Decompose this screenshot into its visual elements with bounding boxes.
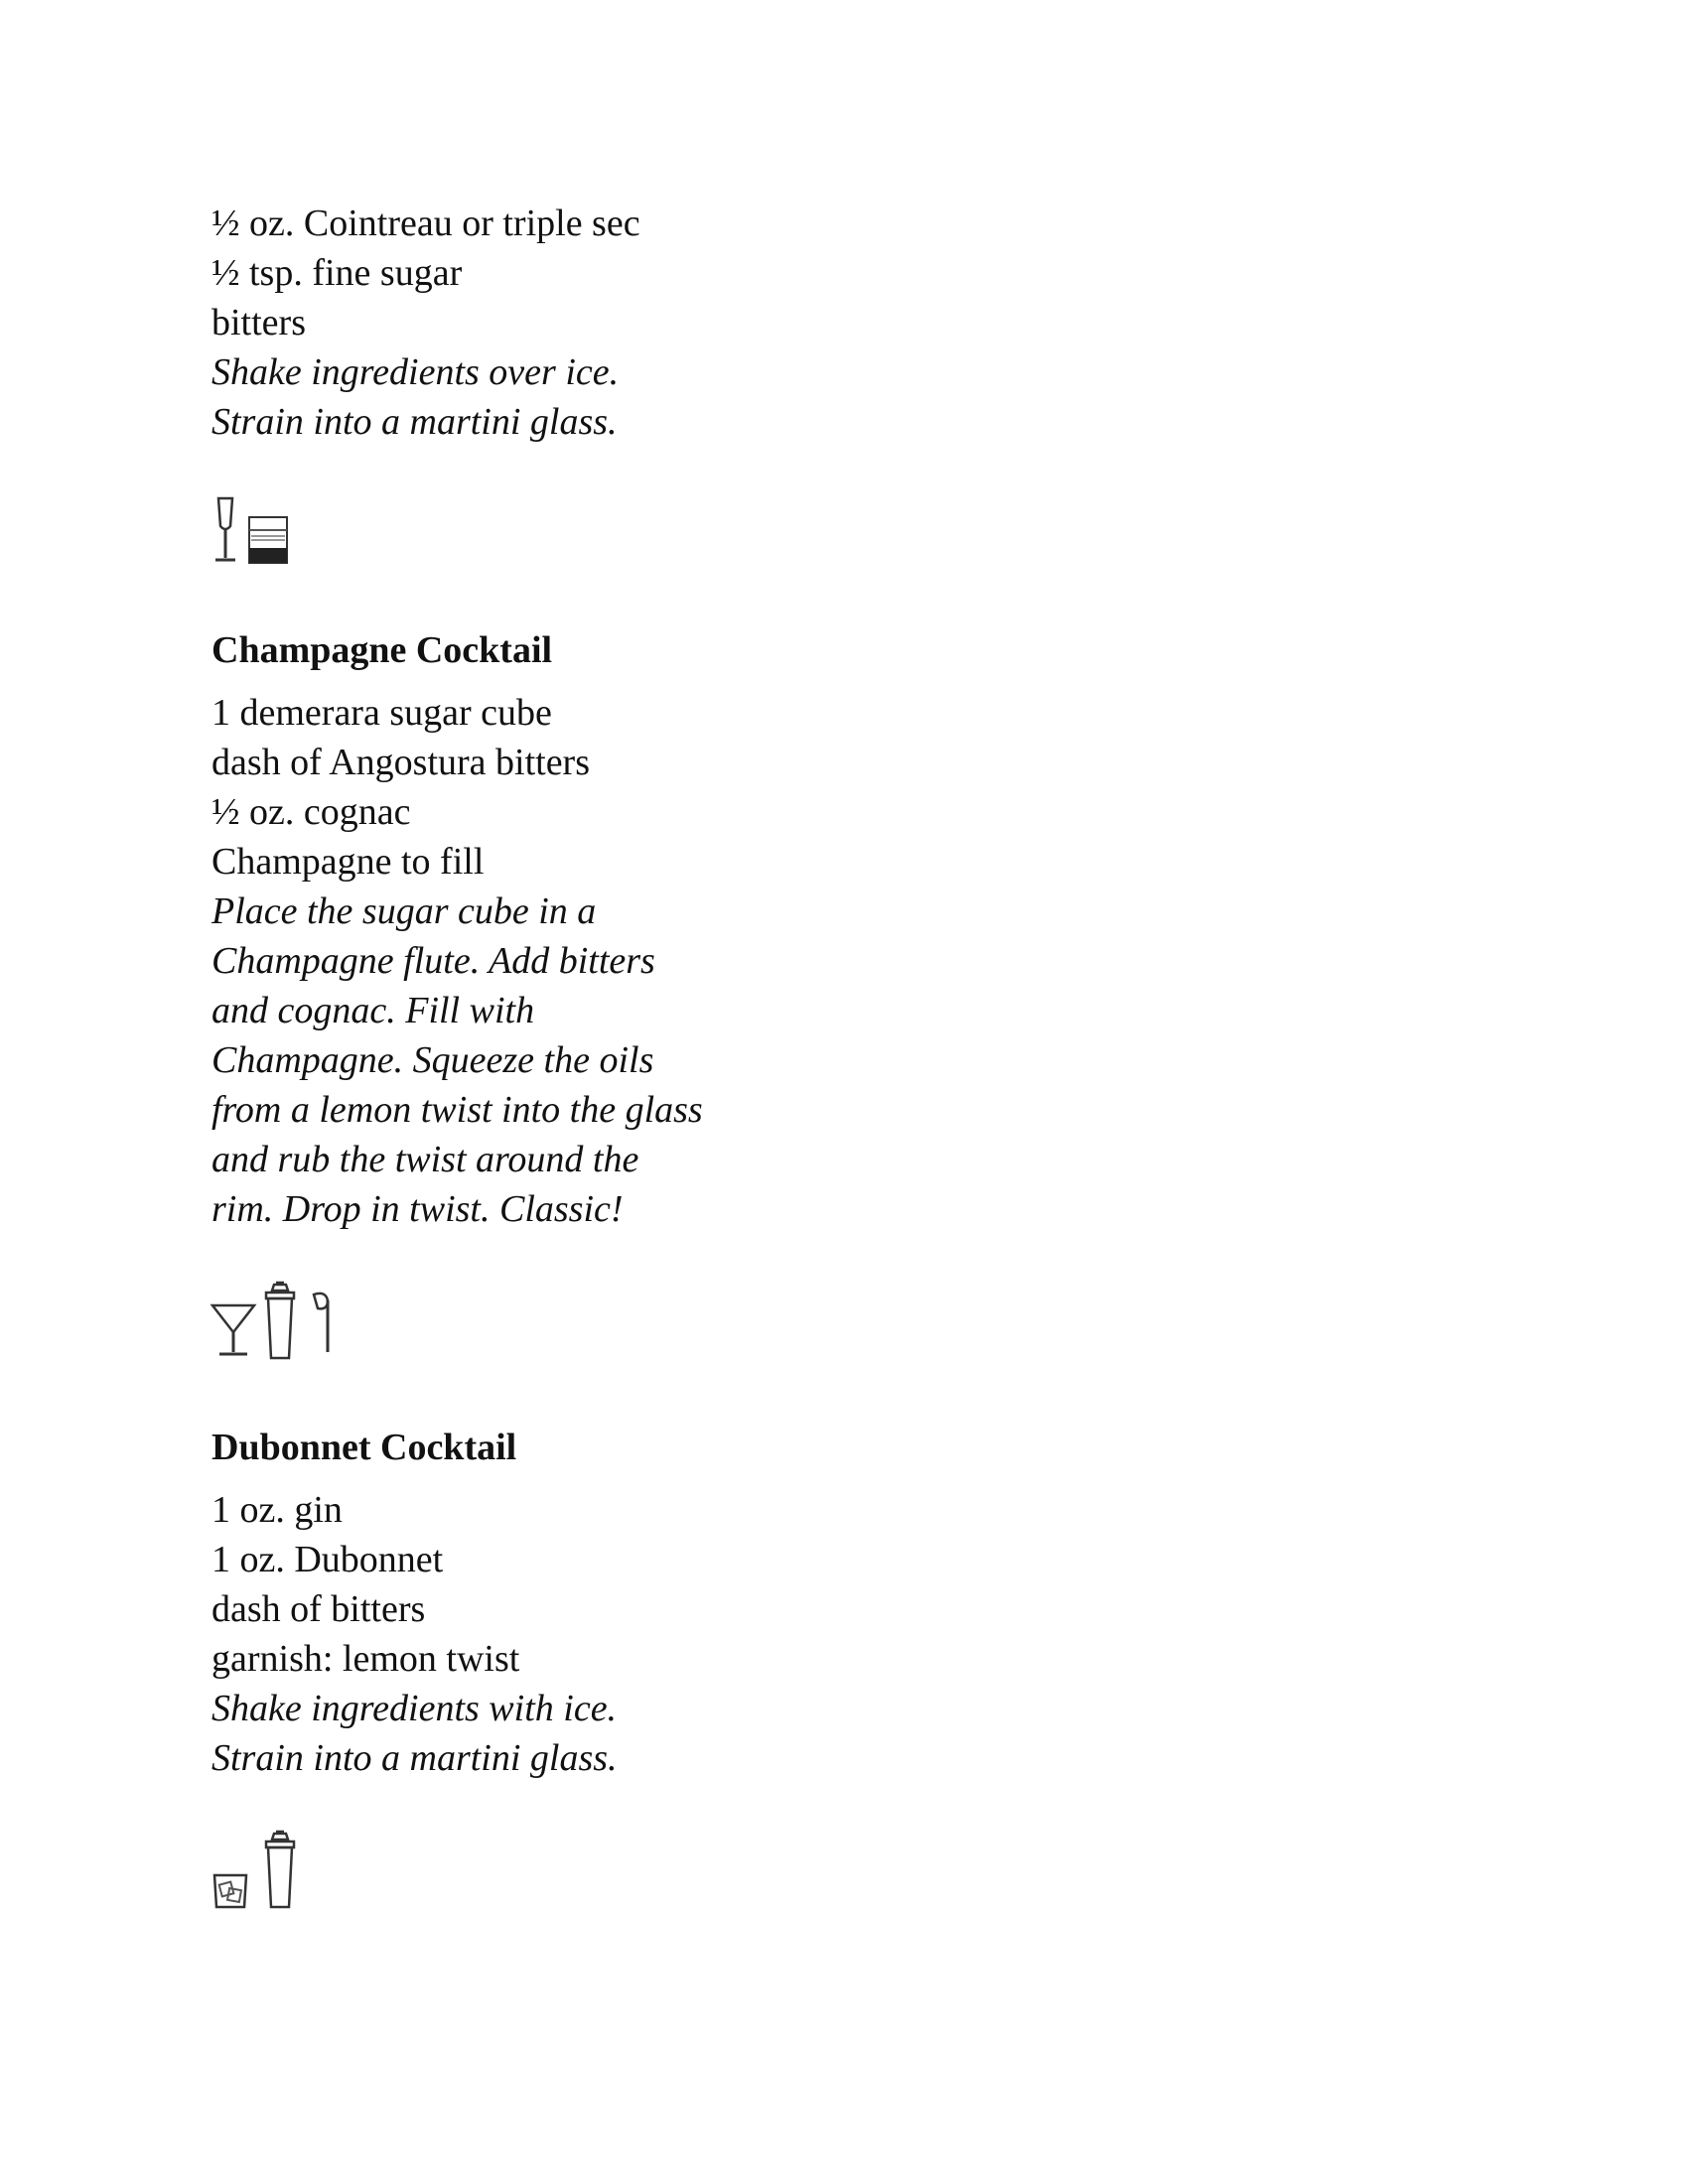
strainer-icon bbox=[310, 1291, 334, 1354]
ingredient-line: 1 oz. Dubonnet bbox=[211, 1539, 444, 1580]
instruction-line: and rub the twist around the bbox=[211, 1139, 639, 1180]
ingredient-line: ½ oz. cognac bbox=[211, 791, 411, 833]
ice-cubes-icon bbox=[248, 516, 290, 566]
instruction-line: Strain into a martini glass. bbox=[211, 401, 618, 443]
instruction-line: Strain into a martini glass. bbox=[211, 1737, 618, 1779]
ingredient-line: Champagne to fill bbox=[211, 841, 485, 883]
ingredient-line: ½ oz. Cointreau or triple sec bbox=[211, 203, 640, 244]
cocktail-shaker-icon bbox=[262, 1281, 298, 1362]
instruction-line: and cognac. Fill with bbox=[211, 990, 535, 1031]
instruction-line: Place the sugar cube in a bbox=[211, 890, 597, 932]
instruction-line: Shake ingredients with ice. bbox=[211, 1688, 618, 1729]
cocktail-shaker-icon bbox=[262, 1830, 298, 1911]
instruction-line: from a lemon twist into the glass bbox=[211, 1089, 703, 1131]
recipe-prev bbox=[211, 199, 1105, 447]
ingredient-line: bitters bbox=[211, 302, 306, 343]
ice-glass-icon bbox=[212, 1873, 248, 1909]
recipe-dubonnet-body bbox=[211, 1485, 1105, 1783]
ingredient-line: garnish: lemon twist bbox=[211, 1638, 520, 1680]
instruction-line: Champagne. Squeeze the oils bbox=[211, 1039, 654, 1081]
champagne-flute-icon bbox=[211, 496, 240, 564]
recipe-title: Dubonnet Cocktail bbox=[211, 1427, 517, 1468]
ingredient-line: ½ tsp. fine sugar bbox=[211, 252, 463, 294]
ingredient-line: dash of Angostura bitters bbox=[211, 742, 591, 783]
recipe-champagne-cocktail bbox=[211, 625, 1105, 675]
instruction-line: Shake ingredients over ice. bbox=[211, 351, 620, 393]
ingredient-line: dash of bitters bbox=[211, 1588, 426, 1630]
instruction-line: rim. Drop in twist. Classic! bbox=[211, 1188, 624, 1230]
martini-glass-icon bbox=[211, 1302, 256, 1358]
recipe-title: Champagne Cocktail bbox=[211, 629, 553, 671]
recipe-dubonnet-cocktail bbox=[211, 1423, 1105, 1472]
ingredient-line: 1 oz. gin bbox=[211, 1489, 343, 1531]
ingredient-line: 1 demerara sugar cube bbox=[211, 692, 552, 734]
instruction-line: Champagne flute. Add bitters bbox=[211, 940, 655, 982]
recipe-champagne-body bbox=[211, 688, 1105, 1234]
